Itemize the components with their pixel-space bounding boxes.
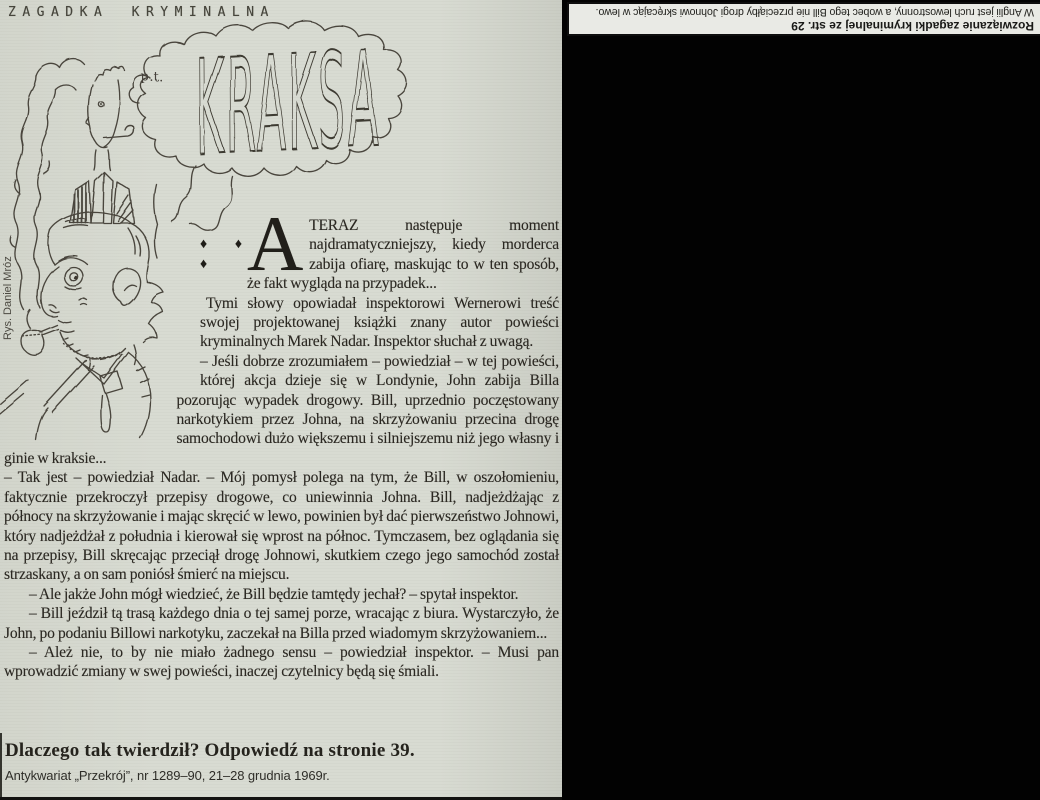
footer-source: Antykwariat „Przekrój”, nr 1289–90, 21–28 grudnia 1969r. xyxy=(5,768,330,783)
paragraph: – Bill jeździł tą trasą każdego dnia o tej samej porze, wracając z biura. Wystarczyło, że John, po podaniu Billowi narkotyku, zaczekał na Billa przed wiadomym skrzyżowaniem... xyxy=(4,605,559,642)
solution-strip xyxy=(567,2,1040,36)
title-prefix: p.t. xyxy=(141,70,163,85)
scan-edge-left xyxy=(0,733,2,800)
paragraph: – Jeśli dobrze zrozumiałem – powiedział – w tej powieści, której akcja dzieje się w Londynie, John zabija Billa pozorując wypadek drogowy. Bill, uprzednio poczęstowany narkotykiem przez Johna, na skrzyżowaniu przecina drogę samochodowi dużo większemu i silniejszemu niż jego własny i ginie w kraksie... xyxy=(4,352,559,467)
illustration-wrap-spacer xyxy=(4,216,194,432)
kraksa-title-text: KRAKSA xyxy=(195,23,381,187)
solution-body: W Anglii jest ruch lewostronny, a wobec tego Bill nie przeciąłby drogi Johnowi skręcając w lewo. xyxy=(595,6,1034,18)
article-body xyxy=(4,200,559,682)
paragraph: – Tak jest – powiedział Nadar. – Mój pomysł polega na tym, że Bill, w oszołomieniu, faktycznie przekroczył przepisy drogowe, co uniewinnia Johna. Bill, nadjeżdżając z północy na skrzyżowanie i mając skręcić w lewo, powinien był dać pierwszeństwo Johnowi, który nadjeżdżał z południa i kierował się wprost na północ. Tymczasem, bez oglądania się na przepisy, Bill skręcając przeciął drogę Johnowi, skutkiem czego jego samochód został strzaskany, a on sam poniósł śmierć na miejscu. xyxy=(4,469,559,584)
dropcap: A xyxy=(247,200,304,287)
solution-heading: Rozwiązanie zagadki kryminalnej ze str. 29 xyxy=(791,19,1034,33)
section-label: ZAGADKA KRYMINALNA xyxy=(8,5,275,20)
paragraph: – Ale jakże John mógł wiedzieć, że Bill będzie tamtędy jechał? – spytał inspektor. xyxy=(29,585,519,603)
dropcap-bullets: ♦ ♦ ♦ xyxy=(200,237,247,272)
illustration-credit: Rys. Daniel Mróz xyxy=(2,256,14,340)
paragraph: Tymi słowy opowiadał inspektorowi Wernerowi treść swojej projektowanej książki znany autor powieści kryminalnych Marek Nadar. Inspektor słuchał z uwagą. xyxy=(200,294,559,351)
scan-black-margin xyxy=(561,0,1040,800)
paragraph-text: TERAZ następuje moment najdramatyczniejszy, kiedy morderca zabija ofiarę, maskując to w ten sposób, że fakt wygląda na przypadek... xyxy=(247,217,559,293)
footer-question: Dlaczego tak twierdził? Odpowiedź na stronie 39. xyxy=(5,740,415,761)
mini-smoker xyxy=(86,66,133,170)
paragraph: – Ależ nie, to by nie miało żadnego sensu – powiedział inspektor. – Musi pan wprowadzić zmiany w swej powieści, inaczej czytelnicy będą się śmiali. xyxy=(4,643,559,681)
